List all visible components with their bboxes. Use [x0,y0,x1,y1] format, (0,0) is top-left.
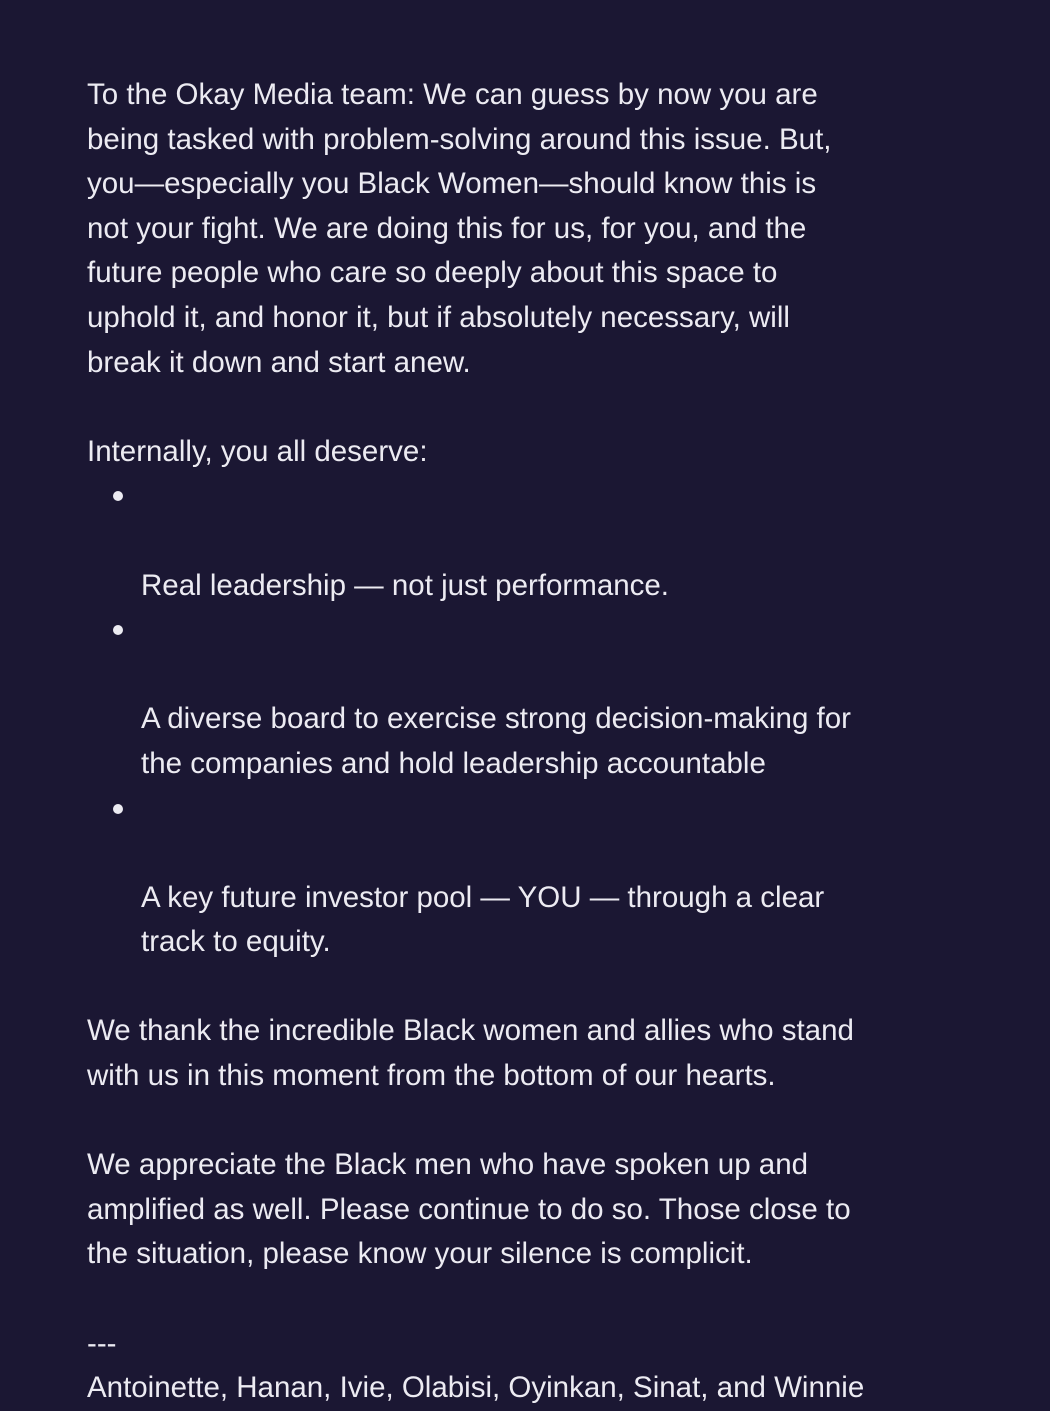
appreciation-paragraph: We appreciate the Black men who have spoken up and amplified as well. Please continue to do so. Those close to the situation, please know your silence is complicit. [87,1148,851,1271]
list-item-text: A diverse board to exercise strong decision-making for the companies and hold leadership accountable [141,702,851,780]
deserve-list [87,474,1010,965]
deserve-lead: Internally, you all deserve: [87,434,428,468]
list-item [87,474,1010,608]
bullet-dot-icon [113,625,123,635]
bullet-dot-icon [113,491,123,501]
paragraph-gap [87,1277,1010,1322]
paragraph-gap [87,1099,1010,1144]
signatures: Antoinette, Hanan, Ivie, Olabisi, Oyinkan, Sinat, and Winnie [87,1371,865,1405]
paragraph-gap [87,965,1010,1010]
intro-paragraph: To the Okay Media team: We can guess by now you are being tasked with problem-solving around this issue. But, you—especially you Black Women—should know this is not your fight. We are doing this for us, for you, and the future people who care so deeply about this space to uphold it, and honor it, but if absolutely necessary, will break it down and start anew. [87,78,832,379]
separator: --- [87,1326,117,1360]
list-item-text: Real leadership — not just performance. [141,568,669,602]
list-item-text: A key future investor pool — YOU — through a clear track to equity. [141,880,825,959]
list-item [87,608,1010,786]
bullet-dot-icon [113,804,123,814]
list-item [87,787,1010,965]
thanks-paragraph: We thank the incredible Black women and allies who stand with us in this moment from the bottom of our hearts. [87,1014,854,1093]
paragraph-gap [87,385,1010,430]
